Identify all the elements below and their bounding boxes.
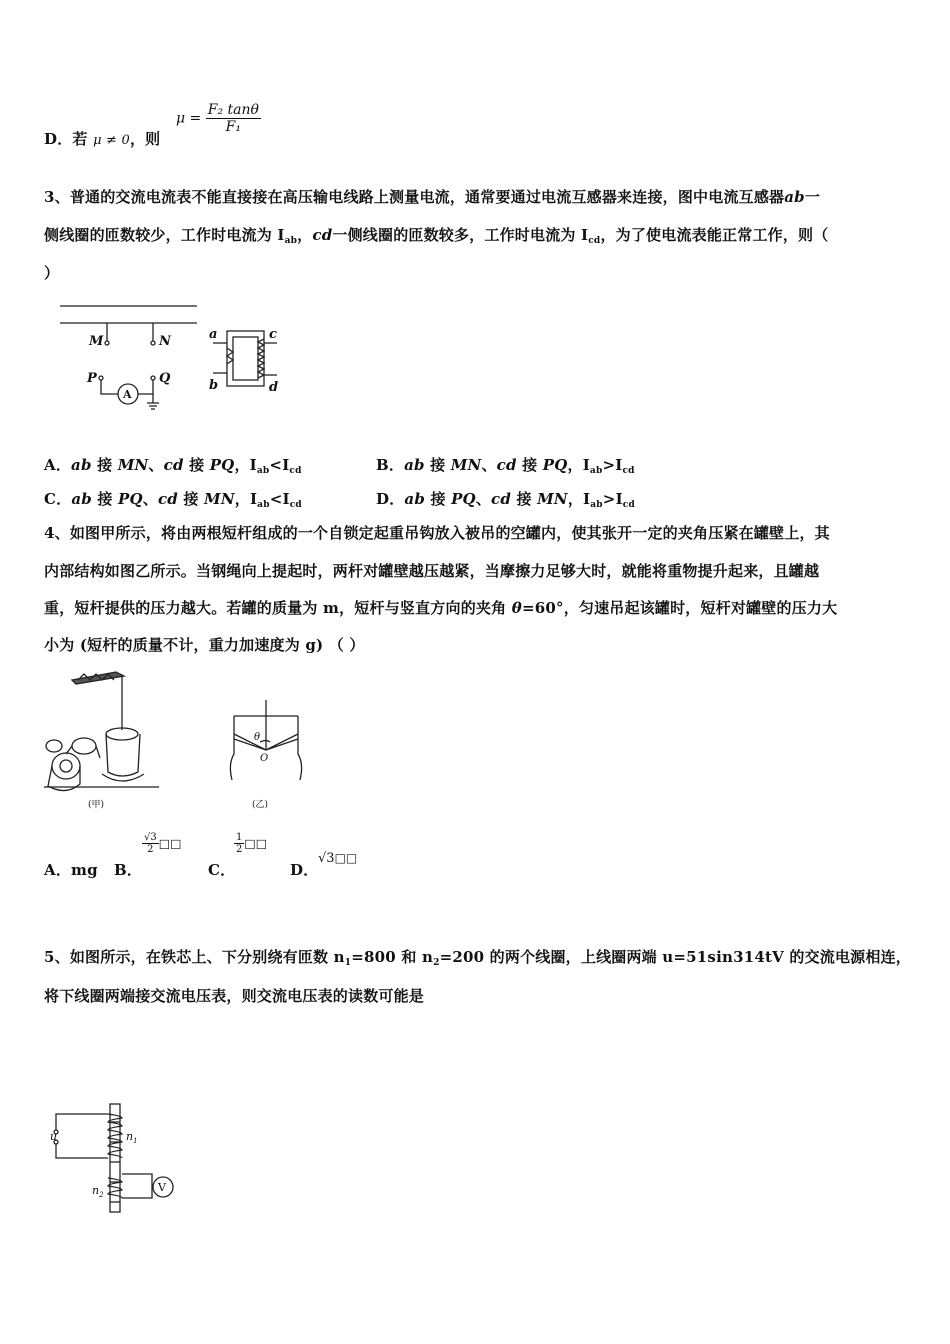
- opt-part: 、: [148, 456, 164, 474]
- q5-text: =200 的两个线圈，上线圈两端 u=51sin314tV 的交流电源相连，: [439, 948, 911, 966]
- opt-relation: <: [269, 490, 283, 508]
- label-d: d: [269, 380, 279, 395]
- opt-part: PQ: [118, 490, 143, 508]
- q4-text: =60°，匀速吊起该罐时，短杆对罐壁的压力大: [521, 599, 838, 617]
- label-n1: [126, 1130, 138, 1145]
- opt-part: MN: [537, 490, 568, 508]
- q3-sub: ab: [284, 236, 298, 246]
- label-n2-sub: 2: [99, 1191, 104, 1199]
- option-prefix: 若: [72, 130, 88, 148]
- wire-p: [101, 380, 118, 394]
- opt-part: 接: [91, 490, 118, 508]
- wire-v-bottom: [122, 1196, 152, 1198]
- opt-part: ab: [404, 456, 425, 474]
- q5-text: 将下线圈两端接交流电压表，则交流电压表的读数可能是: [44, 987, 425, 1005]
- opt-sub: cd: [289, 466, 302, 476]
- coil-ab: [227, 348, 233, 364]
- can-wall-left: [230, 716, 234, 780]
- q5-text: =800 和 n: [351, 948, 434, 966]
- coil-cd: [258, 339, 264, 378]
- q4-line-1: [44, 522, 830, 543]
- q3-sub: cd: [588, 236, 601, 246]
- formula-fraction: [206, 102, 261, 135]
- label-ammeter: A: [123, 388, 132, 401]
- opt-part: 接: [177, 490, 205, 508]
- opt-part: MN: [117, 456, 149, 474]
- fraction-numerator: F₂ tanθ: [207, 102, 259, 118]
- opt-part: PQ: [451, 490, 476, 508]
- label-n1-sub: 1: [133, 1137, 138, 1145]
- caption-a: (甲): [88, 800, 105, 810]
- opt-part: 接: [516, 456, 543, 474]
- q3-line-2: [44, 224, 828, 246]
- q3-figure: [55, 303, 295, 413]
- q5-figure: [48, 1102, 188, 1217]
- label-u: u: [50, 1130, 58, 1143]
- label-n2-letter: n: [92, 1184, 100, 1197]
- opt-relation: <: [269, 456, 283, 474]
- terminal-q: [151, 376, 155, 380]
- label-voltmeter: V: [158, 1181, 166, 1194]
- opt-part: I: [615, 456, 623, 474]
- opt-part: ab: [71, 490, 92, 508]
- label-n: N: [159, 334, 171, 349]
- formula-lhs: μ =: [176, 110, 202, 127]
- option-letter: C．: [44, 490, 72, 508]
- label-b: b: [209, 378, 219, 393]
- fraction-denominator: 2: [147, 844, 154, 855]
- label-q: Q: [159, 371, 171, 386]
- option-text: √3: [318, 851, 335, 866]
- q4-theta: θ: [511, 599, 522, 617]
- cylinder-1-hole: [60, 760, 72, 772]
- q3-text: ，: [297, 226, 313, 244]
- cylinder-2-body: [66, 746, 100, 758]
- core-inner: [233, 337, 258, 380]
- opt-sub: cd: [622, 466, 635, 476]
- opt-part: cd: [157, 490, 178, 508]
- rod-right-2: [266, 739, 298, 750]
- option-letter: D．: [290, 861, 319, 879]
- option-text: mg: [71, 861, 98, 879]
- fraction: [234, 832, 244, 855]
- q4-option-b-letter: [114, 859, 142, 880]
- option-tail: □□: [334, 851, 358, 865]
- label-o: O: [260, 753, 269, 764]
- condition: μ ≠ 0: [93, 133, 130, 148]
- opt-part: ab: [404, 490, 426, 508]
- opt-part: 接: [183, 456, 210, 474]
- angle-arc: [260, 741, 270, 743]
- q3-cd: cd: [312, 226, 333, 244]
- q4-option-b-value: [142, 832, 181, 855]
- opt-part: 接: [91, 456, 118, 474]
- fraction-numerator: 1: [236, 832, 243, 843]
- terminal-p: [99, 376, 103, 380]
- opt-part: I: [282, 490, 290, 508]
- q3-text: ，为了使电流表能正常工作，则（: [600, 226, 829, 244]
- option-letter: B．: [376, 456, 405, 474]
- wire-u-top: [56, 1114, 108, 1130]
- opt-part: cd: [491, 490, 512, 508]
- q4-option-a: [44, 859, 98, 880]
- label-a: a: [209, 327, 218, 342]
- label-n1-letter: n: [126, 1130, 134, 1143]
- opt-sub: cd: [289, 500, 302, 510]
- q4-text: 4、如图甲所示，将由两根短杆组成的一个自锁定起重吊钩放入被吊的空罐内，使其张开一定的夹角压紧在罐壁上，其: [44, 524, 830, 542]
- cylinder-2: [72, 738, 96, 754]
- opt-part: 、: [475, 490, 492, 508]
- q3-ab: ab: [784, 188, 805, 206]
- opt-part: I: [615, 490, 623, 508]
- fraction-numerator: √3: [144, 832, 157, 843]
- label-p: P: [87, 371, 97, 386]
- q4-line-2: [44, 560, 819, 581]
- q3-option-a: [44, 454, 302, 476]
- q4-line-4: [44, 634, 365, 655]
- rod-right: [266, 734, 298, 750]
- fraction: [142, 832, 159, 855]
- cylinder-1: [52, 753, 80, 779]
- wire-u-bottom: [56, 1144, 108, 1158]
- q3-text: ）: [44, 264, 60, 282]
- opt-sub: cd: [622, 500, 635, 510]
- q5-line-1: [44, 946, 911, 968]
- option-tail: □□: [244, 836, 268, 851]
- q5-text: 5、如图所示，在铁芯上、下分别绕有匝数 n: [44, 948, 345, 966]
- q4-option-c-letter: [208, 859, 235, 880]
- opt-part: 、: [481, 456, 497, 474]
- opt-part: ，I: [567, 490, 591, 508]
- opt-part: 接: [511, 490, 538, 508]
- q4-figure-b: [220, 698, 310, 813]
- opt-part: PQ: [542, 456, 568, 474]
- opt-part: ，I: [234, 490, 258, 508]
- separator: ，则: [129, 130, 161, 148]
- q3-option-c: [44, 488, 302, 510]
- q2-option-d: [44, 128, 160, 149]
- label-theta: θ: [254, 732, 261, 743]
- opt-relation: >: [602, 456, 616, 474]
- opt-part: cd: [496, 456, 517, 474]
- q4-figure-a: [44, 662, 164, 812]
- label-n2: [92, 1184, 104, 1199]
- opt-sub: ab: [257, 500, 270, 510]
- rod-left-2: [234, 739, 266, 750]
- q4-line-3: [44, 597, 837, 618]
- wire-q: [138, 380, 153, 394]
- label-m: M: [89, 334, 104, 349]
- q2-formula: [176, 102, 261, 135]
- cylinder-3: [46, 740, 62, 752]
- opt-sub: ab: [256, 466, 270, 476]
- q4-option-d-value: [318, 851, 357, 866]
- caption-b: (乙): [252, 800, 269, 810]
- q3-line-3: [44, 262, 59, 283]
- opt-part: MN: [450, 456, 482, 474]
- option-letter: D．: [44, 130, 73, 148]
- q4-text: 小为 (短杆的质量不计，重力加速度为 g) （ ）: [44, 636, 365, 654]
- can-wall-right: [298, 716, 302, 780]
- opt-part: MN: [204, 490, 235, 508]
- q3-text: 侧线圈的匝数较少，工作时电流为 I: [44, 226, 285, 244]
- q4-text: 内部结构如图乙所示。当钢绳向上提起时，两杆对罐壁越压越紧，当摩擦力足够大时，就能将重物提升起来，且罐越: [44, 562, 820, 580]
- label-c: c: [269, 327, 277, 342]
- q4-option-d-letter: [290, 859, 318, 880]
- can-base: [102, 774, 144, 781]
- q5-sub: 1: [344, 958, 352, 968]
- q4-text: 重，短杆提供的压力越大。若罐的质量为 m，短杆与竖直方向的夹角: [44, 599, 512, 617]
- fraction-denominator: 2: [236, 844, 243, 855]
- q3-text: 3、普通的交流电流表不能直接接在高压输电线路上测量电流，通常要通过电流互感器来连接，图中电流互感器: [44, 188, 785, 206]
- opt-sub: ab: [589, 466, 603, 476]
- terminal-m: [105, 341, 109, 345]
- option-letter: B．: [114, 861, 143, 879]
- q4-option-c-value: [234, 832, 267, 855]
- option-letter: C．: [208, 861, 236, 879]
- q3-line-1: [44, 186, 820, 207]
- q3-option-b: [376, 454, 635, 476]
- fraction-denominator: F₁: [225, 119, 241, 135]
- option-letter: A．: [44, 456, 72, 474]
- opt-part: 、: [142, 490, 158, 508]
- q5-sub: 2: [433, 958, 440, 968]
- opt-part: ，I: [234, 456, 257, 474]
- q3-option-d: [376, 488, 635, 510]
- opt-part: cd: [163, 456, 184, 474]
- option-tail: □□: [158, 836, 182, 851]
- opt-relation: >: [602, 490, 616, 508]
- q3-text: 一侧线圈的匝数较多，工作时电流为 I: [332, 226, 589, 244]
- option-letter: A．: [44, 861, 72, 879]
- q3-text: 一: [804, 188, 821, 206]
- terminal-n: [151, 341, 155, 345]
- opt-part: ，I: [567, 456, 590, 474]
- opt-part: ab: [71, 456, 92, 474]
- opt-part: 接: [424, 456, 451, 474]
- option-letter: D．: [376, 490, 405, 508]
- opt-part: PQ: [209, 456, 235, 474]
- wire-v-top: [122, 1174, 152, 1178]
- opt-sub: ab: [590, 500, 603, 510]
- opt-part: I: [282, 456, 290, 474]
- opt-part: 接: [425, 490, 452, 508]
- q5-line-2: [44, 985, 424, 1006]
